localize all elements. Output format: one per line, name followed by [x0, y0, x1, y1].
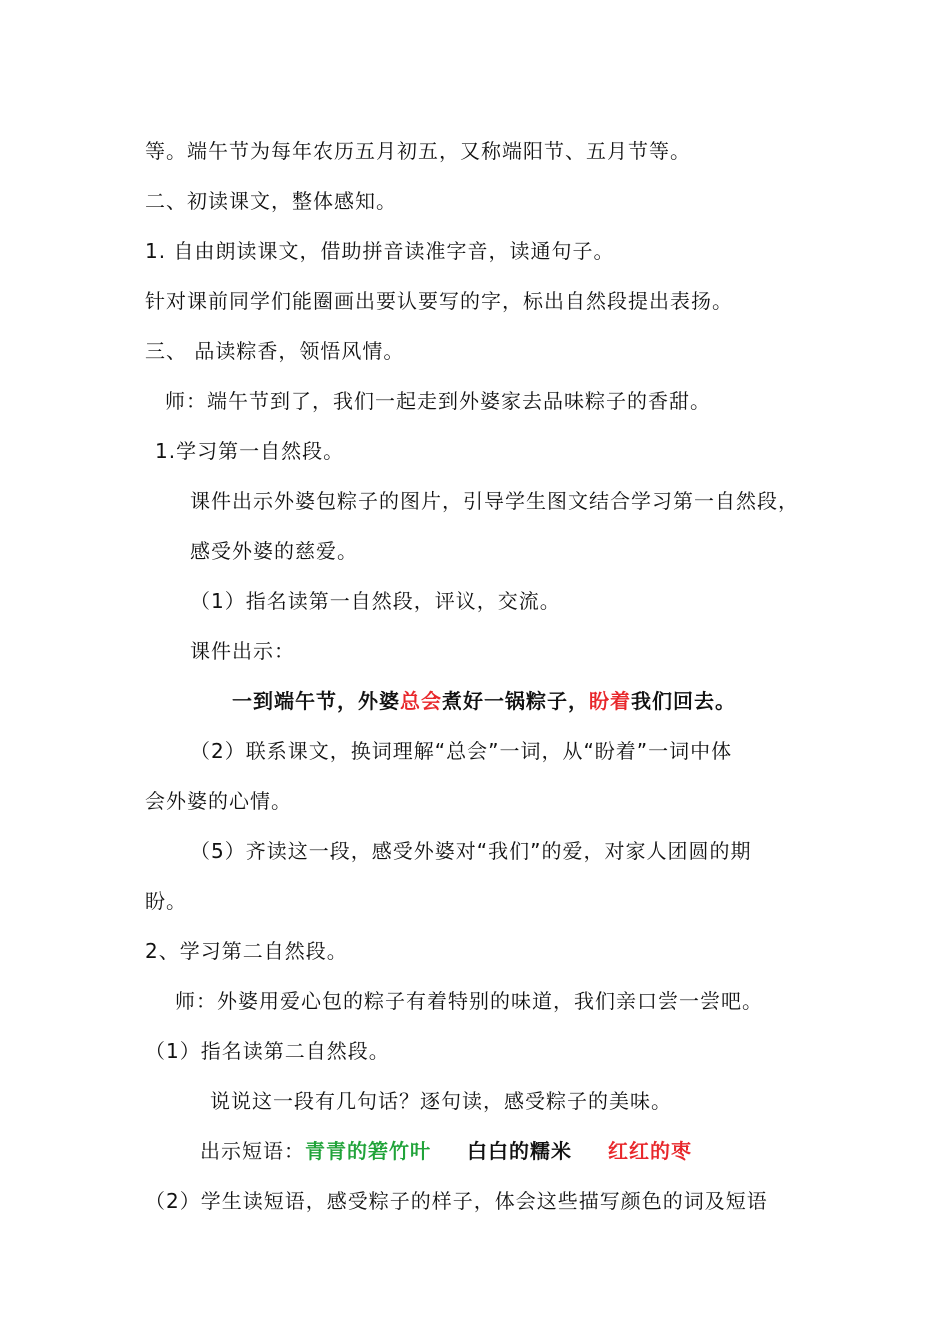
- text-line: 师：外婆用爱心包的粽子有着特别的味道，我们亲口尝一尝吧。: [175, 989, 763, 1013]
- phrases-label: 出示短语：: [200, 1139, 305, 1163]
- text-line: （2）联系课文，换词理解“总会”一词，从“盼着”一词中体: [190, 739, 733, 763]
- text-line: 课件出示：: [190, 639, 295, 663]
- text-line: 等。端午节为每年农历五月初五，又称端阳节、五月节等。: [145, 139, 691, 163]
- subsection-heading: 2、学习第二自然段。: [145, 939, 348, 963]
- sentence-part: 一到端午节，外婆: [232, 689, 400, 713]
- sentence-part: 煮好一锅粽子，: [442, 689, 589, 713]
- sentence-keyword: 盼着: [589, 689, 631, 713]
- text-line: 针对课前同学们能圈画出要认要写的字，标出自然段提出表扬。: [145, 289, 733, 313]
- text-line: 1. 自由朗读课文，借助拼音读准字音，读通句子。: [145, 239, 615, 263]
- text-line: 盼。: [145, 889, 187, 913]
- subsection-heading: 1.学习第一自然段。: [155, 439, 345, 463]
- text-line: 感受外婆的慈爱。: [190, 539, 358, 563]
- phrase-red: 红红的枣: [608, 1139, 692, 1163]
- section-heading: 三、 品读粽香，领悟风情。: [145, 339, 405, 363]
- highlight-sentence: [232, 688, 736, 714]
- text-line: 课件出示外婆包粽子的图片，引导学生图文结合学习第一自然段，: [190, 489, 799, 513]
- phrases-line: [200, 1138, 692, 1164]
- text-line: （1）指名读第一自然段，评议，交流。: [190, 589, 561, 613]
- text-line: （1）指名读第二自然段。: [145, 1039, 390, 1063]
- sentence-keyword: 总会: [400, 689, 442, 713]
- text-line: 说说这一段有几句话？逐句读，感受粽子的美味。: [210, 1089, 672, 1113]
- phrase-white: 白白的糯米: [467, 1139, 572, 1163]
- text-line: 会外婆的心情。: [145, 789, 292, 813]
- text-line: （5）齐读这一段，感受外婆对“我们”的爱，对家人团圆的期: [190, 839, 752, 863]
- text-line: （2）学生读短语，感受粽子的样子，体会这些描写颜色的词及短语: [145, 1189, 768, 1213]
- text-line: 师：端午节到了，我们一起走到外婆家去品味粽子的香甜。: [165, 389, 711, 413]
- section-heading: 二、初读课文，整体感知。: [145, 189, 397, 213]
- phrase-green: 青青的箬竹叶: [305, 1139, 431, 1163]
- sentence-part: 我们回去。: [631, 689, 736, 713]
